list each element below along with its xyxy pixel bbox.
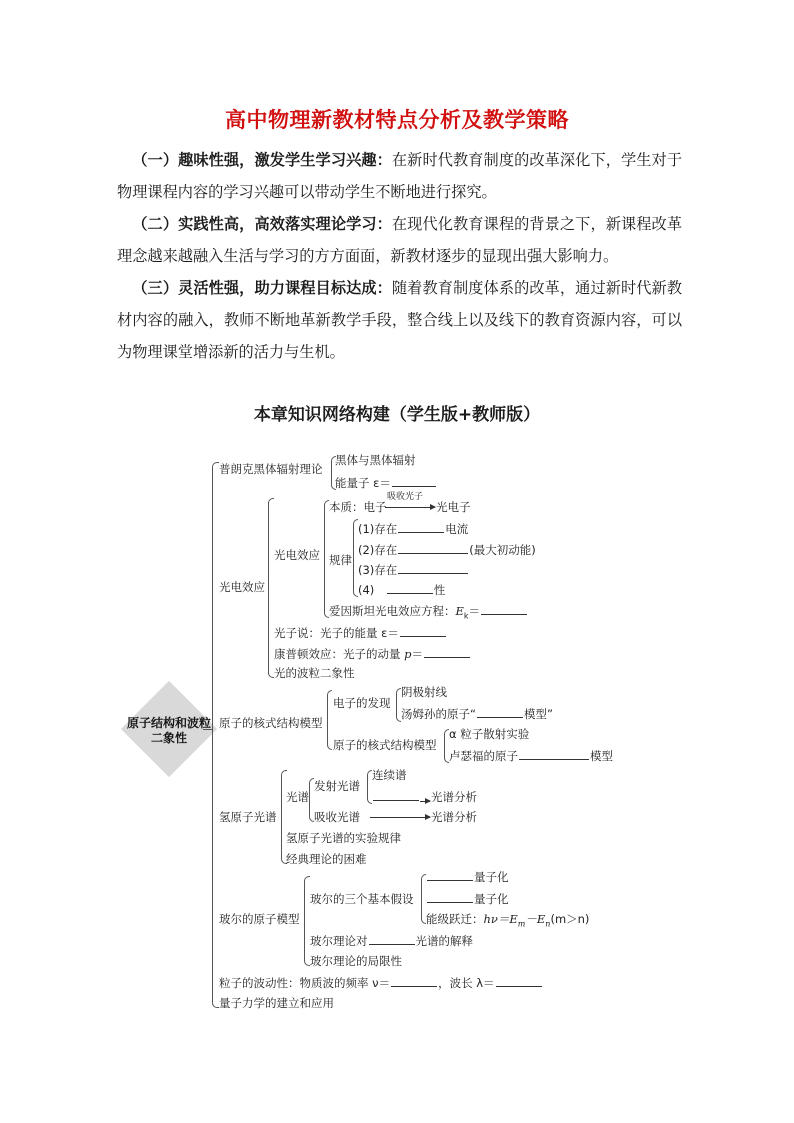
qm-label: 量子力学的建立和应用 <box>219 996 334 1010</box>
absorption-label: 吸收光谱 <box>314 810 360 824</box>
main-brace <box>212 462 219 1008</box>
emission-arrow <box>420 801 430 802</box>
quantum-label: 能量子 ε＝ <box>335 475 437 490</box>
rutherford-label: 卢瑟福的原子 模型 <box>449 749 613 763</box>
quantized1-label: 量子化 <box>426 869 509 884</box>
emission-blank <box>373 789 419 801</box>
photoelectron-label: 光电子 <box>436 500 471 514</box>
bohr-label: 玻尔的原子模型 <box>219 912 300 926</box>
emission-label: 发射光谱 <box>314 779 360 793</box>
photo-sub-label: 光电效应 <box>274 548 320 562</box>
einstein-label: 爱因斯坦光电效应方程：$E_k=$ <box>329 603 528 623</box>
hydrogen-brace <box>281 770 287 864</box>
classical-label: 经典理论的困难 <box>286 852 367 866</box>
wave-particle-label: 光的波粒二象性 <box>274 666 355 680</box>
transition-label: 能级跃迁：$h\nu=E_m-E_n(m>n)$ <box>426 912 590 929</box>
bohr-hyp-label: 玻尔的三个基本假设 <box>310 892 414 906</box>
electron-discovery-label: 电子的发现 <box>333 696 391 710</box>
blackbody-label: 黑体与黑体辐射 <box>335 453 416 467</box>
bohr-brace <box>304 876 310 966</box>
spectrum-label: 光谱 <box>286 790 309 804</box>
law1-label: (1)存在 电流 <box>358 522 469 536</box>
paragraph-3-head: （三）灵活性强，助力课程目标达成： <box>132 279 392 297</box>
analysis2-label: 光谱分析 <box>431 810 477 824</box>
page-title: 高中物理新教材特点分析及教学策略 <box>225 108 569 132</box>
nuclear-model-label: 原子的核式结构模型 <box>219 716 323 730</box>
thomson-label: 汤姆孙的原子“ 模型” <box>401 707 553 721</box>
law-label: 规律 <box>329 553 352 567</box>
paragraph-2-head: （二）实践性高，高效落实理论学习： <box>132 215 392 233</box>
quantized2-label: 量子化 <box>426 891 509 906</box>
planck-label: 普朗克黑体辐射理论 <box>219 462 323 476</box>
compton-label: 康普顿效应：光子的动量 p＝ <box>274 646 471 661</box>
alpha-label: α 粒子散射实验 <box>449 727 530 741</box>
continuous-label: 连续谱 <box>372 768 407 782</box>
paragraph-2-body: 在现代化教育课程的背景之下，新课程改革理念越来越融入生活与学习的方方面面，新教材逐步的显现出强大影响力。 <box>117 215 683 265</box>
essence-label: 本质：电子 <box>329 500 387 514</box>
paragraph-1-body: 在新时代教育制度的改革深化下，学生对于物理课程内容的学习兴趣可以带动学生不断地进行探究。 <box>117 151 683 201</box>
bohr-theory-label: 玻尔理论对 光谱的解释 <box>310 934 473 948</box>
root-label: 原子结构和波粒二象性 <box>126 716 211 745</box>
nuclear-model2-label: 原子的核式结构模型 <box>333 738 437 752</box>
law4-label: (4) 性 <box>358 583 446 597</box>
nuclear-brace <box>327 690 332 750</box>
photo-root-label: 光电效应 <box>219 580 265 594</box>
absorb-arrow <box>385 507 435 508</box>
analysis1-label: 光谱分析 <box>431 790 477 804</box>
paragraph-1-head: （一）趣味性强，激发学生学习兴趣： <box>132 151 392 169</box>
root-connector <box>203 729 212 730</box>
h-law-label: 氢原子光谱的实验规律 <box>286 831 401 845</box>
photon-theory-label: 光子说：光子的能量 ε＝ <box>274 625 447 640</box>
law3-label: (3)存在 <box>358 562 469 577</box>
bohr-limit-label: 玻尔理论的局限性 <box>310 954 402 968</box>
law2-label: (2)存在 (最大初动能) <box>358 543 536 557</box>
cathode-label: 阴极射线 <box>401 685 447 699</box>
hydrogen-label: 氢原子光谱 <box>219 810 277 824</box>
absorb-photon-label: 吸收光子 <box>387 492 424 502</box>
absorption-arrow <box>370 817 430 818</box>
paragraph-3-body: 随着教育制度体系的改革，通过新时代新教材内容的融入，教师不断地革新教学手段，整合线上以及线下的教育资源内容，可以为物理课堂增添新的活力与生机。 <box>117 279 683 361</box>
matter-wave-label: 粒子的波动性：物质波的频率 ν＝ ，波长 λ＝ <box>219 975 543 990</box>
section-title: 本章知识网络构建（学生版+教师版） <box>253 405 541 425</box>
